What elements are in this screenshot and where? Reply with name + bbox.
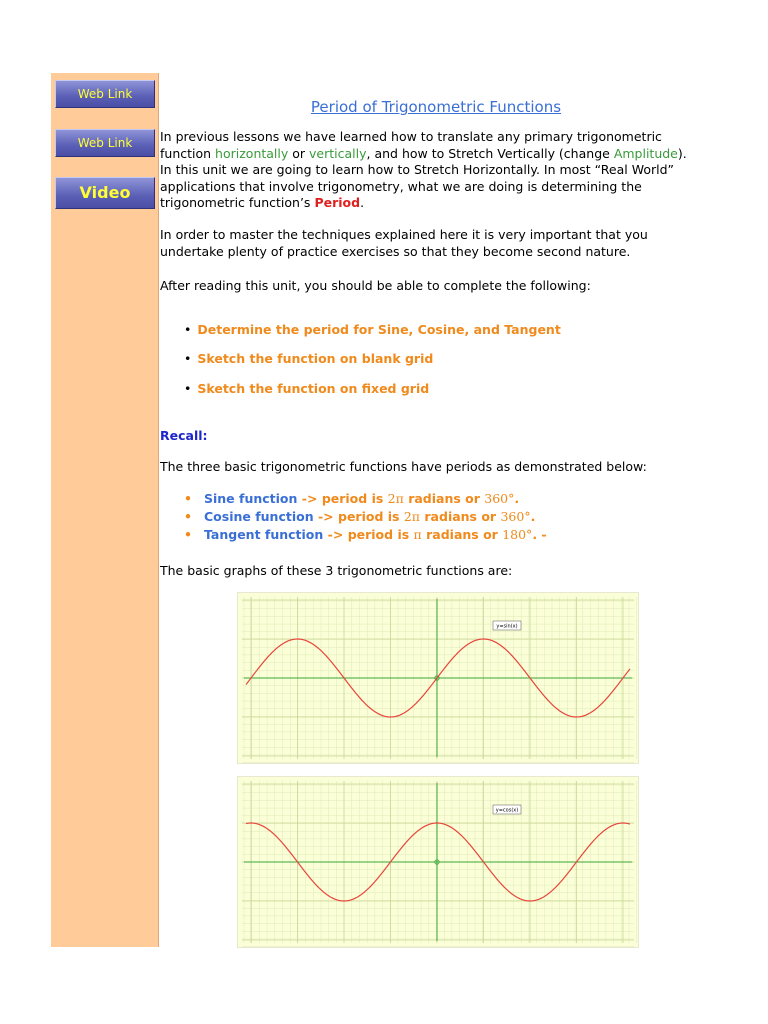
intro-paragraph xyxy=(160,129,720,212)
practice-line-2: undertake plenty of practice exercises so that they become second nature. xyxy=(160,243,631,259)
horizontally-link[interactable]: horizontally xyxy=(215,145,289,161)
cosine-graph xyxy=(237,776,639,948)
intro-text-function: function xyxy=(160,145,212,161)
bullet: • xyxy=(184,322,192,337)
period-degrees: 360° xyxy=(500,509,531,524)
intro-text-or: or xyxy=(292,145,306,161)
period-radians: 2π xyxy=(387,491,404,506)
function-period-item xyxy=(184,509,535,526)
intro-line-2 xyxy=(160,146,720,163)
objective-text: Determine the period for Sine, Cosine, and Tangent xyxy=(197,322,561,337)
period-degrees: 360° xyxy=(484,491,515,506)
objective-text: Sketch the function on fixed grid xyxy=(197,381,430,396)
grid-minor xyxy=(242,597,637,763)
recall-heading: Recall: xyxy=(160,428,208,443)
practice-line-1: In order to master the techniques explained here it is very important that you xyxy=(160,227,648,242)
period-text: period is xyxy=(321,491,384,506)
practice-paragraph xyxy=(160,227,720,260)
period-term: Period xyxy=(314,195,361,210)
intro-line-1: In previous lessons we have learned how to translate any primary trigonometric xyxy=(160,129,662,144)
intro-text-stretch: , and how to Stretch Vertically (change xyxy=(366,145,610,161)
radians-text: radians or xyxy=(408,491,480,506)
function-period-item xyxy=(184,527,547,544)
period-radians: 2π xyxy=(403,509,421,524)
function-period-item xyxy=(184,491,519,508)
intro-text-trig: trigonometric function’s xyxy=(160,195,311,210)
sine-graph xyxy=(237,592,639,764)
bullet: • xyxy=(184,351,192,366)
video-button[interactable]: Video xyxy=(55,177,155,209)
arrow: -> xyxy=(317,509,334,524)
function-name: Cosine function xyxy=(204,509,314,524)
radians-text: radians or xyxy=(424,509,497,524)
end-mark: . xyxy=(514,491,520,506)
intro-text-close: ). xyxy=(677,145,687,161)
period-text: period is xyxy=(338,509,400,524)
legend-text: y=sin(x) xyxy=(496,623,518,630)
arrow: -> xyxy=(327,527,344,542)
objective-text: Sketch the function on blank grid xyxy=(197,351,434,366)
arrow: -> xyxy=(301,491,318,506)
period-text: period is xyxy=(347,527,410,542)
period-degrees: 180° xyxy=(502,527,533,542)
end-mark: . xyxy=(530,509,536,524)
objective-item xyxy=(184,322,561,339)
legend-text: y=cos(x) xyxy=(495,807,519,814)
after-reading-text: After reading this unit, you should be able to complete the following: xyxy=(160,278,591,293)
objective-item xyxy=(184,381,429,398)
amplitude-link[interactable]: Amplitude xyxy=(613,145,678,161)
web-link-button-1[interactable]: Web Link xyxy=(55,80,155,108)
bullet: • xyxy=(184,381,192,396)
page-title[interactable]: Period of Trigonometric Functions xyxy=(310,98,562,116)
end-mark: . - xyxy=(532,527,547,542)
bullet: • xyxy=(184,509,192,524)
grid-minor xyxy=(242,781,637,947)
vertically-link[interactable]: vertically xyxy=(309,145,367,161)
web-link-button-2[interactable]: Web Link xyxy=(55,129,155,157)
radians-text: radians or xyxy=(426,527,498,542)
bullet: • xyxy=(184,527,192,542)
intro-line-3: In this unit we are going to learn how to Stretch Horizontally. In most “Real World” xyxy=(160,162,674,177)
graphs-intro-text: The basic graphs of these 3 trigonometric functions are: xyxy=(160,563,513,578)
intro-text-dot: . xyxy=(360,195,365,210)
objective-item xyxy=(184,351,433,368)
legend-box xyxy=(493,621,521,630)
function-name: Sine function xyxy=(204,491,298,506)
function-name: Tangent function xyxy=(204,527,324,542)
bullet: • xyxy=(184,491,192,506)
period-radians: π xyxy=(413,527,422,542)
periods-intro-text: The three basic trigonometric functions have periods as demonstrated below: xyxy=(160,459,647,474)
intro-line-5 xyxy=(160,195,720,212)
legend-box xyxy=(493,805,521,814)
intro-line-4: applications that involve trigonometry, what we are doing is determining the xyxy=(160,178,642,194)
sidebar xyxy=(51,73,159,947)
